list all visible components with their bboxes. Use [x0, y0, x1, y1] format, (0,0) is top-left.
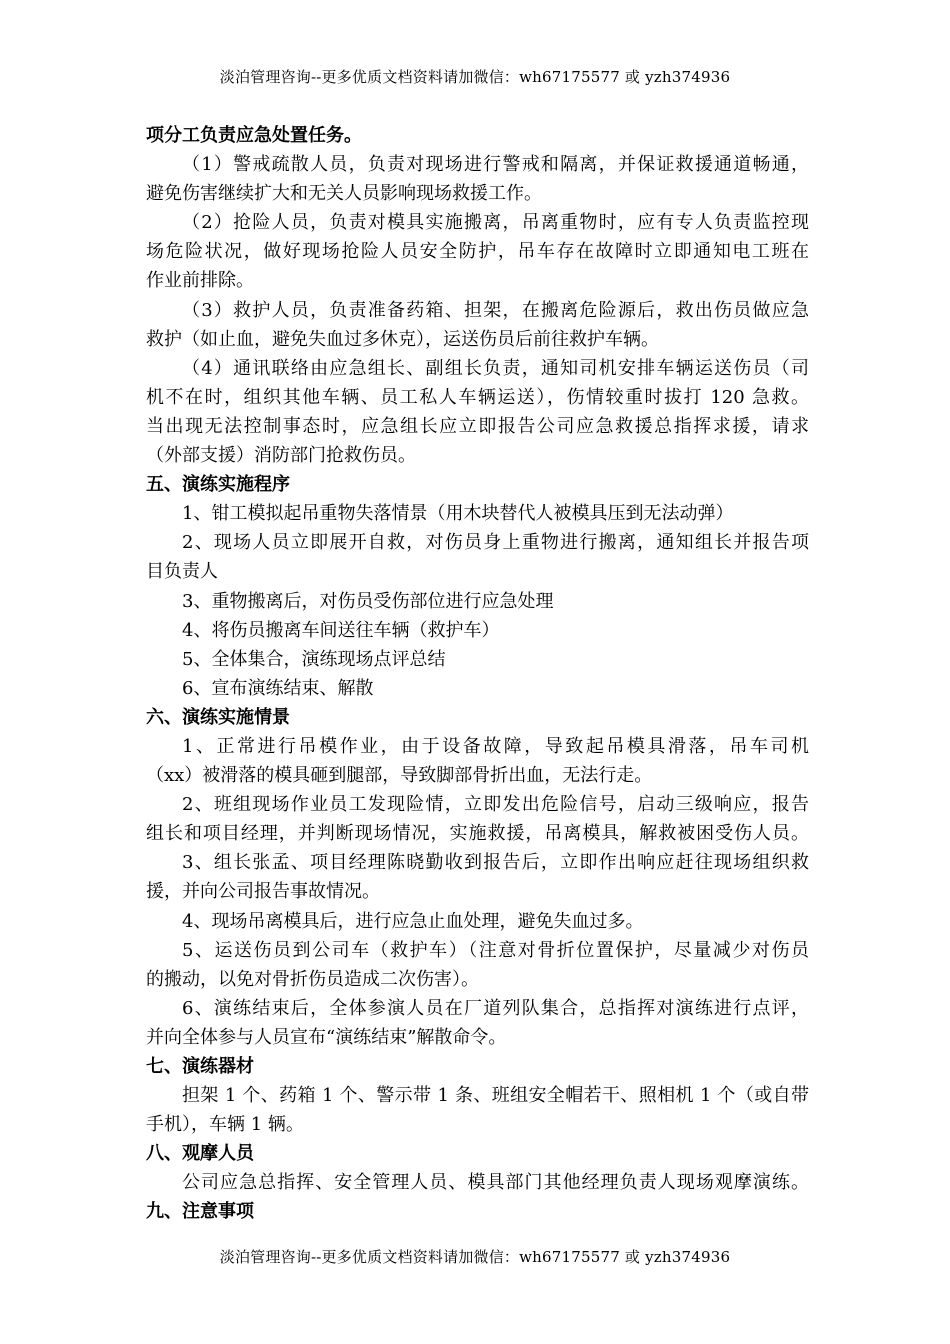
paragraph-line: 担架 1 个、药箱 1 个、警示带 1 条、班组安全帽若干、照相机 1 个（或自带 [182, 1085, 809, 1107]
section-heading: 六、演练实施情景 [146, 706, 290, 728]
paragraph-line: 2、现场人员立即展开自救，对伤员身上重物进行搬离，通知组长并报告项 [182, 532, 809, 554]
paragraph-line: 5、运送伤员到公司车（救护车）（注意对骨折位置保护，尽量减少对伤员 [182, 939, 809, 961]
section-heading: 项分工负责应急处置任务。 [146, 125, 362, 146]
section-heading: 五、演练实施程序 [146, 474, 290, 496]
section-heading: 九、注意事项 [146, 1201, 254, 1223]
page-header: 淡泊管理咨询--更多优质文档资料请加微信：wh67175577 或 yzh374936 [219, 68, 731, 86]
paragraph-line: 3、重物搬离后，对伤员受伤部位进行应急处理 [182, 590, 554, 612]
page-footer: 淡泊管理咨询--更多优质文档资料请加微信：wh67175577 或 yzh374936 [219, 1248, 731, 1266]
document-body [146, 121, 809, 1227]
paragraph-line: （2）抢险人员，负责对模具实施搬离，吊离重物时，应有专人负责监控现 [182, 212, 809, 234]
paragraph-line: （xx）被滑落的模具砸到腿部，导致脚部骨折出血，无法行走。 [146, 765, 653, 787]
paragraph-line: （4）通讯联络由应急组长、副组长负责，通知司机安排车辆运送伤员（司 [182, 357, 809, 379]
paragraph-line: 1、钳工模拟起吊重物失落情景（用木块替代人被模具压到无法动弹） [182, 503, 734, 525]
paragraph-line: 救护（如止血，避免失血过多休克），运送伤员后前往救护车辆。 [146, 328, 659, 350]
paragraph-line: 机不在时，组织其他车辆、员工私人车辆运送），伤情较重时拔打 120 急救。 [146, 386, 809, 408]
paragraph-line: 目负责人 [146, 561, 218, 583]
paragraph-line: 的搬动，以免对骨折伤员造成二次伤害）。 [146, 968, 479, 990]
paragraph-line: 作业前排除。 [146, 270, 254, 292]
paragraph-line: 2、班组现场作业员工发现险情，立即发出危险信号，启动三级响应，报告 [182, 794, 809, 816]
paragraph-line: 1、正常进行吊模作业，由于设备故障，导致起吊模具滑落，吊车司机 [182, 735, 809, 757]
paragraph-line: 6、宣布演练结束、解散 [182, 677, 374, 699]
paragraph-line: 公司应急总指挥、安全管理人员、模具部门其他经理负责人现场观摩演练。 [182, 1172, 809, 1194]
section-heading: 八、观摩人员 [146, 1143, 254, 1165]
paragraph-line: 并向全体参与人员宣布“演练结束”解散命令。 [146, 1026, 507, 1048]
paragraph-line: 手机），车辆 1 辆。 [146, 1114, 304, 1136]
paragraph-line: 6、演练结束后，全体参演人员在厂道列队集合，总指挥对演练进行点评， [182, 997, 809, 1019]
section-heading: 七、演练器材 [146, 1056, 254, 1077]
paragraph-line: 避免伤害继续扩大和无关人员影响现场救援工作。 [146, 183, 542, 205]
paragraph-line: 4、将伤员搬离车间送往车辆（救护车） [182, 619, 500, 641]
paragraph-line: 4、现场吊离模具后，进行应急止血处理，避免失血过多。 [182, 910, 644, 932]
paragraph-line: （外部支援）消防部门抢救伤员。 [146, 445, 416, 467]
paragraph-line: 援，并向公司报告事故情况。 [146, 881, 380, 903]
paragraph-line: （1）警戒疏散人员，负责对现场进行警戒和隔离，并保证救援通道畅通， [182, 154, 809, 176]
paragraph-line: 组长和项目经理，并判断现场情况，实施救援，吊离模具，解救被困受伤人员。 [146, 823, 809, 845]
paragraph-line: 5、全体集合，演练现场点评总结 [182, 648, 446, 670]
paragraph-line: 3、组长张孟、项目经理陈晓勤收到报告后，立即作出响应赶往现场组织救 [182, 852, 809, 874]
paragraph-line: （3）救护人员，负责准备药箱、担架，在搬离危险源后，救出伤员做应急 [182, 299, 809, 321]
paragraph-line: 场危险状况，做好现场抢险人员安全防护，吊车存在故障时立即通知电工班在 [146, 241, 809, 263]
paragraph-line: 当出现无法控制事态时，应急组长应立即报告公司应急救援总指挥求援，请求 [146, 415, 809, 437]
